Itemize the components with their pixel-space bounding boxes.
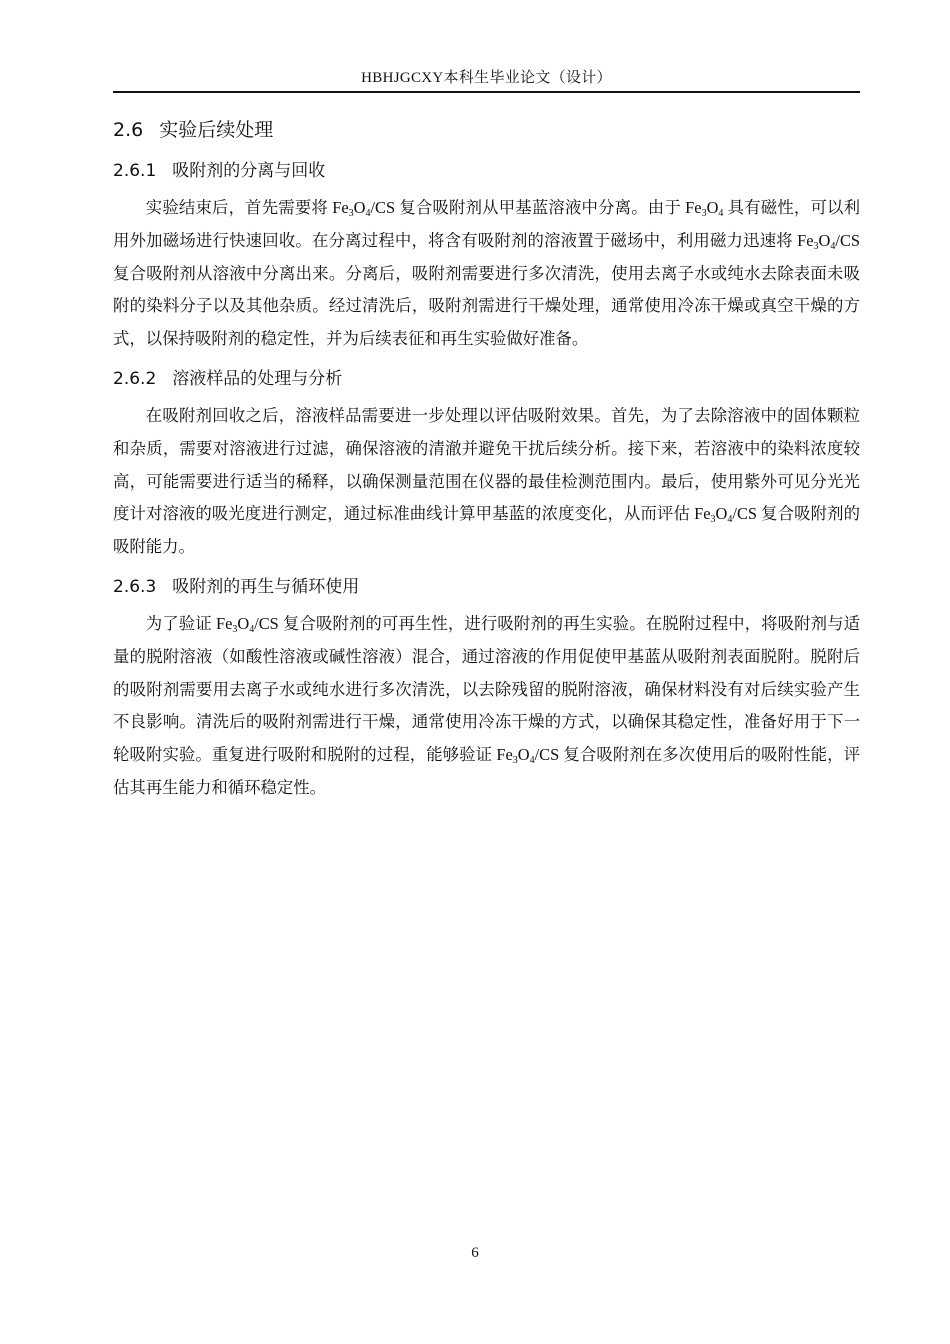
- subsection-number: 2.6.2: [113, 368, 157, 389]
- subsection-title: 溶液样品的处理与分析: [172, 368, 343, 389]
- subsection-heading-2: [113, 366, 860, 392]
- subsection-title: 吸附剂的分离与回收: [172, 161, 326, 181]
- subsection-number: 2.6.1: [113, 161, 157, 181]
- section-title: 实验后续处理: [159, 119, 274, 141]
- paragraph-regeneration: 为了验证 $Fe_3O_4/CS$ 复合吸附剂的可再生性，进行吸附剂的再生实验。在脱附过程中，将吸附剂与适量的脱附溶液（如酸性溶液或碱性溶液）混合，通过溶液的作用促使甲基蓝从吸附剂表面脱附。脱附后的吸附剂需要用去离子水或纯水进行多次清洗，以去除残留的脱附溶液，确保材料没有对后续实验产生不良影响。清洗后的吸附剂需进行干燥，通常使用冷冻干燥的方式，以确保其稳定性，准备好用于下一轮吸附实验。重复进行吸附和脱附的过程，能够验证 $Fe_3O_4/CS$ 复合吸附剂在多次使用后的吸附性能，评估其再生能力和循环稳定性。: [113, 613, 860, 797]
- paragraph-solution-analysis: 在吸附剂回收之后，溶液样品需要进一步处理以评估吸附效果。首先，为了去除溶液中的固体颗粒和杂质，需要对溶液进行过滤，确保溶液的清澈并避免干扰后续分析。接下来，若溶液中的染料浓度较高，可能需要进行适当的稀释，以确保测量范围在仪器的最佳检测范围内。最后，使用紫外可见分光光度计对溶液的吸光度进行测定，通过标准曲线计算甲基蓝的浓度变化，从而评估 $Fe_3O_4/CS$ 复合吸附剂的吸附能力。: [113, 405, 860, 557]
- page-number: 6: [471, 1245, 479, 1261]
- section-heading: [113, 116, 860, 144]
- subsection-heading-3: [113, 574, 860, 600]
- header-rule: [113, 91, 860, 93]
- section-number: 2.6: [113, 119, 144, 141]
- running-header: HBHJGCXY本科生毕业论文（设计）: [361, 70, 612, 86]
- subsection-title: 吸附剂的再生与循环使用: [172, 576, 360, 597]
- paragraph-separation: 实验结束后，首先需要将 $Fe_3O_4/CS$ 复合吸附剂从甲基蓝溶液中分离。由于 $Fe_3O_4$ 具有磁性，可以利用外加磁场进行快速回收。在分离过程中，将含有吸附剂的溶液置于磁场中，利用磁力迅速将 $Fe_3O_4/CS$ 复合吸附剂从溶液中分离出来。分离后，吸附剂需要进行多次清洗，使用去离子水或纯水去除表面未吸附的染料分子以及其他杂质。经过清洗后，吸附剂需进行干燥处理，通常使用冷冻干燥或真空干燥的方式，以保持吸附剂的稳定性，并为后续表征和再生实验做好准备。: [113, 198, 860, 349]
- page-content: [113, 112, 860, 811]
- subsection-heading-1: [113, 158, 860, 184]
- subsection-number: 2.6.3: [113, 576, 157, 597]
